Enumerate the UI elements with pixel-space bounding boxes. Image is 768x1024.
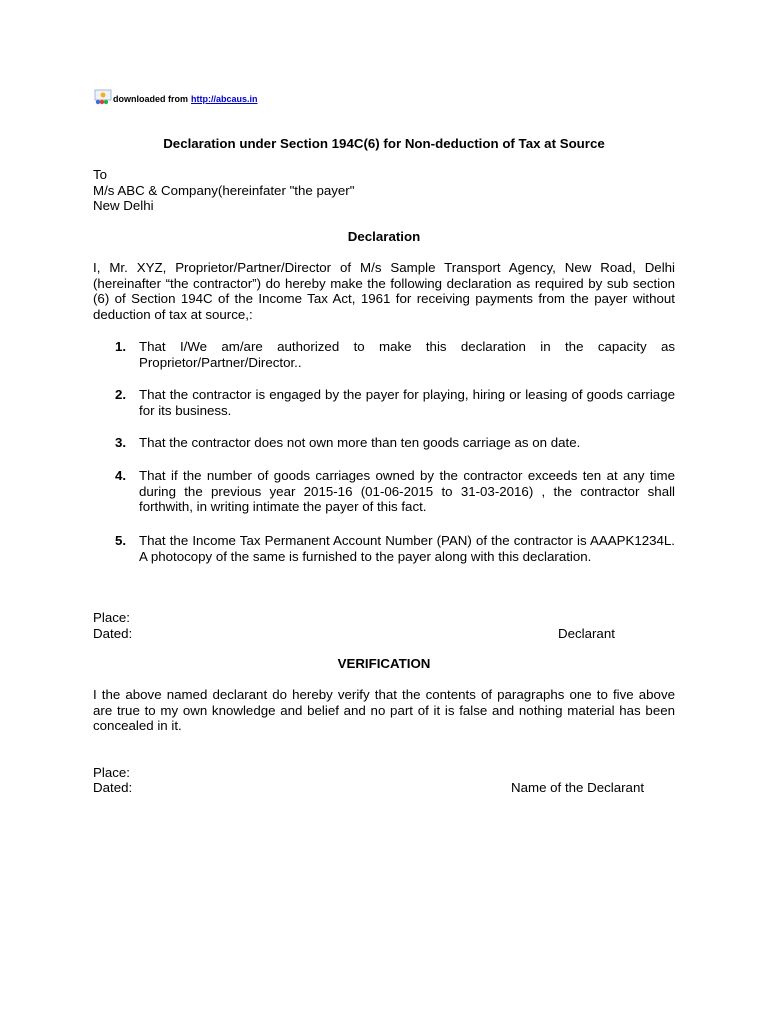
item-number: 4. [115,468,127,483]
address-block [93,167,354,214]
document-title: Declaration under Section 194C(6) for Non-deduction of Tax at Source [163,136,605,151]
item-number: 1. [115,339,127,354]
verification-heading: VERIFICATION [337,656,431,671]
download-source [94,89,258,105]
abcaus-logo-icon [94,89,112,105]
download-source-text: downloaded from [113,94,188,104]
dated-label-verification: Dated: [93,780,133,795]
place-label: Place: [93,610,130,625]
address-line-city: New Delhi [93,198,154,213]
item-text: That if the number of goods carriages owned by the contractor exceeds ten at any time during the previous year 2015-16 (01-06-2015 to 31-03-2016) , the contractor shall forthwith, in writing intimate the payer of this fact. [139,468,675,514]
item-text: That the Income Tax Permanent Account Number (PAN) of the contractor is AAAPK1234L. A photocopy of the same is furnished to the payer along with this declaration. [139,533,675,564]
intro-paragraph: I, Mr. XYZ, Proprietor/Partner/Director of M/s Sample Transport Agency, New Road, Delhi (hereinafter “the contractor”) do hereby make the following declaration as required by sub section (6) of Section 194C of the Income Tax Act, 1961 for receiving payments from the payer without deduction of tax at source,: [93,260,675,322]
declaration-heading: Declaration [347,229,421,244]
dated-label: Dated: [93,626,133,641]
address-line-to: To [93,167,108,182]
place-label-verification: Place: [93,765,130,780]
item-text: That I/We am/are authorized to make this declaration in the capacity as Proprietor/Partner/Director.. [139,339,675,370]
item-text: That the contractor does not own more than ten goods carriage as on date. [139,435,581,450]
abcaus-link[interactable]: http://abcaus.in [191,94,258,104]
item-number: 5. [115,533,127,548]
verification-paragraph: I the above named declarant do hereby verify that the contents of paragraphs one to five above are true to my own knowledge and belief and no part of it is false and nothing material has been concealed in it. [93,687,675,733]
declarant-label: Declarant [558,626,615,641]
item-number: 3. [115,435,127,450]
address-line-payer: M/s ABC & Company(hereinfater "the payer" [93,182,355,198]
item-number: 2. [115,387,127,402]
item-text: That the contractor is engaged by the payer for playing, hiring or leasing of goods carriage for its business. [139,387,675,418]
declarant-name-label: Name of the Declarant [511,780,645,795]
